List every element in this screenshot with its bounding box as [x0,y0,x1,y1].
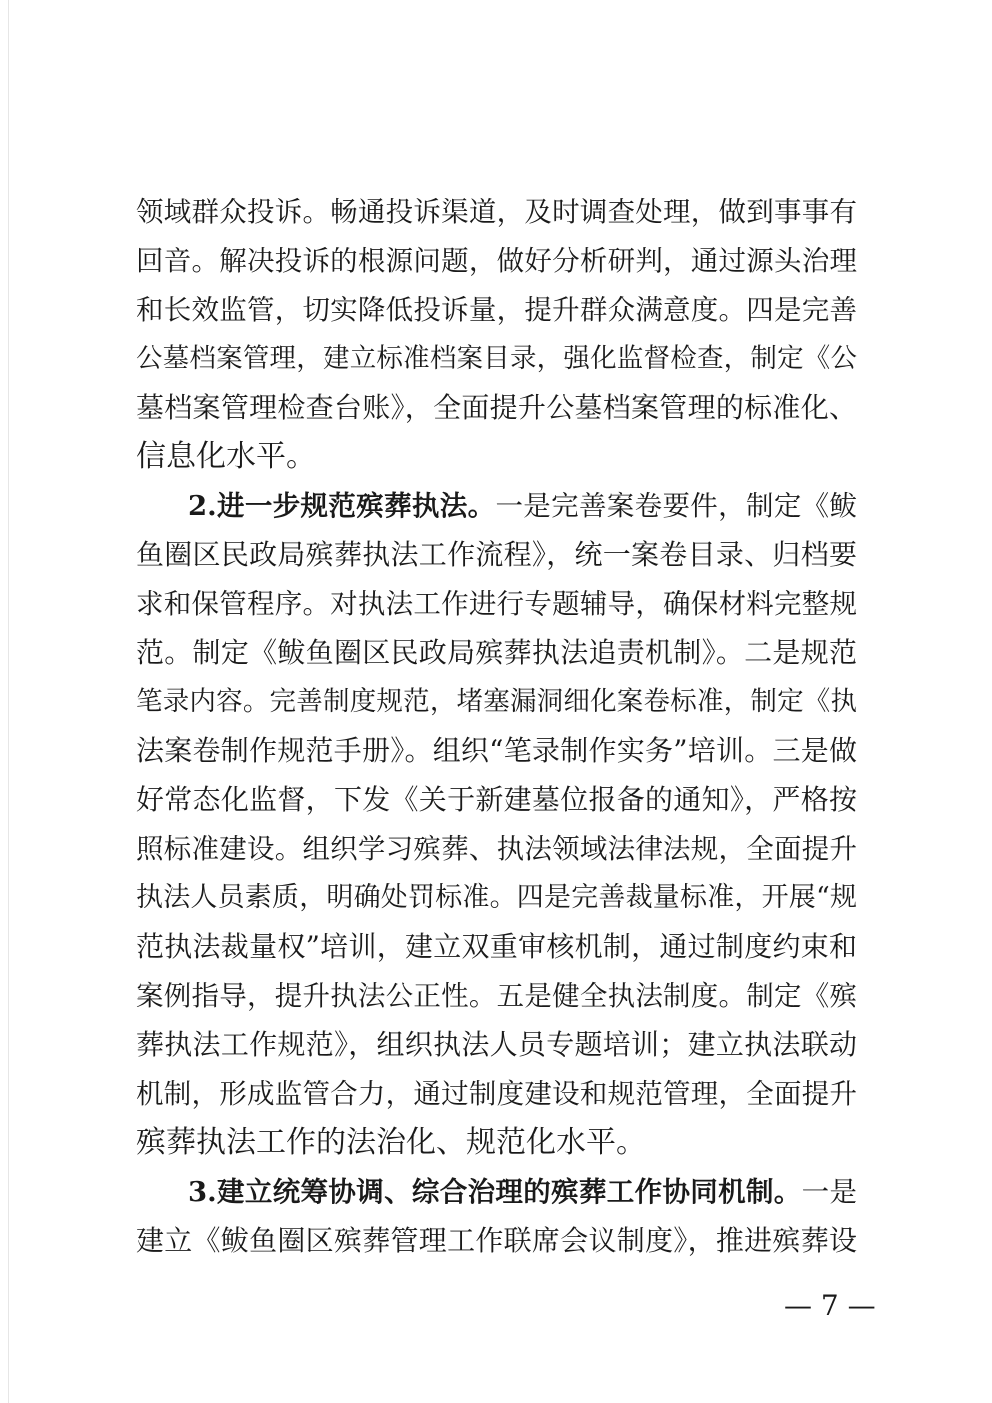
line-text: 葬执法工作规范》，组织执法人员专题培训；建立执法联动 [136,1028,857,1061]
text-line [136,678,857,726]
text-line [136,237,857,285]
text-line [136,825,857,873]
line-text: 公墓档案管理，建立标准档案目录，强化监督检查，制定《公 [136,343,857,374]
section-heading-line [188,1168,857,1216]
line-text: 建立《鲅鱼圈区殡葬管理工作联席会议制度》，推进殡葬设 [136,1224,857,1257]
text-line [136,629,857,677]
line-text: 殡葬执法工作的法治化、规范化水平。 [136,1125,646,1160]
section-heading-2: 2.进一步规范殡葬执法。 [188,490,496,522]
text-line [136,776,857,824]
line-text: 一是 [801,1176,857,1208]
text-line [136,384,857,432]
line-text: 回音。解决投诉的根源问题，做好分析研判，通过源头治理 [136,245,857,277]
text-line [136,1119,857,1167]
section-heading-line [188,482,857,530]
line-text: 鱼圈区民政局殡葬执法工作流程》，统一案卷目录、归档要 [136,538,857,571]
line-text: 执法人员素质，明确处罚标准。四是完善裁量标准，开展“规 [136,882,857,913]
text-line [136,727,857,775]
text-line [136,335,857,383]
text-line [136,923,857,971]
text-line [136,531,857,579]
text-line [136,1070,857,1118]
text-line [136,972,857,1020]
line-text: 和长效监管，切实降低投诉量，提升群众满意度。四是完善 [136,294,857,326]
line-text: 一是完善案卷要件，制定《鲅 [495,490,857,522]
text-line [136,580,857,628]
line-text: 机制，形成监管合力，通过制度建设和规范管理，全面提升 [136,1078,857,1110]
line-text: 范执法裁量权”培训，建立双重审核机制，通过制度约束和 [136,930,857,963]
line-text: 信息化水平。 [136,439,316,474]
line-text: 好常态化监督，下发《关于新建墓位报备的通知》，严格按 [136,783,857,816]
text-line [136,1021,857,1069]
text-line [136,188,857,236]
line-text: 笔录内容。完善制度规范，堵塞漏洞细化案卷标准，制定《执 [136,686,857,717]
line-text: 范。制定《鲅鱼圈区民政局殡葬执法追责机制》。二是规范 [136,636,857,669]
line-text: 法案卷制作规范手册》。组织“笔录制作实务”培训。三是做 [136,734,857,767]
line-text: 墓档案管理检查台账》，全面提升公墓档案管理的标准化、 [136,391,857,424]
line-text: 求和保管程序。对执法工作进行专题辅导，确保材料完整规 [136,588,857,620]
page-edge-line [8,0,9,1403]
line-text: 案例指导，提升执法公正性。五是健全执法制度。制定《殡 [136,980,857,1012]
page-number: — 7 — [784,1289,876,1322]
text-line [136,433,857,481]
line-text: 领域群众投诉。畅通投诉渠道，及时调查处理，做到事事有 [136,196,857,228]
text-line [136,1217,857,1265]
section-heading-3: 3.建立统筹协调、综合治理的殡葬工作协同机制。 [188,1176,802,1208]
line-text: 照标准建设。组织学习殡葬、执法领域法律法规，全面提升 [136,833,857,865]
text-line [136,286,857,334]
text-line [136,874,857,922]
